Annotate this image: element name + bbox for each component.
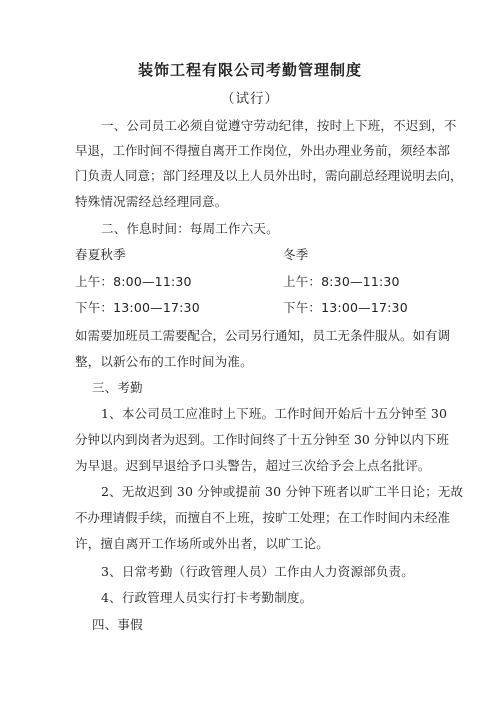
section2-note-line-2: 整，以新公布的工作时间为准。 — [75, 354, 253, 369]
section2-note-line-1: 如需要加班员工需要配合，公司另行通知，员工无条件服从。如有调 — [75, 328, 451, 343]
section3-item2-line-2: 不办理请假手续，而擅自不上班，按旷工处理；在工作时间内未经准 — [75, 510, 451, 525]
section3-item2-line-1: 2、无故迟到 30 分钟或提前 30 分钟下班者以旷工半日论；无故 — [101, 484, 464, 499]
section2-heading: 二、作息时间：每周工作六天。 — [101, 221, 279, 236]
section1-line-2: 早退，工作时间不得擅自离开工作岗位，外出办理业务前，须经本部 — [75, 143, 451, 158]
section3-item1-line-3: 为早退。迟到早退给予口头警告，超过三次给予会上点名批评。 — [75, 458, 431, 473]
schedule-right-morning: 上午：8:30—11:30 — [283, 274, 400, 289]
section3-item1-line-1: 1、本公司员工应准时上下班。工作时间开始后十五分钟至 30 — [101, 406, 448, 421]
section3-item3: 3、日常考勤（行政管理人员）工作由人力资源部负责。 — [101, 564, 414, 579]
section4-heading: 四、事假 — [92, 617, 143, 632]
schedule-right-afternoon: 下午：13:00—17:30 — [283, 300, 408, 315]
schedule-right-label: 冬季 — [283, 247, 309, 262]
section3-item4: 4、行政管理人员实行打卡考勤制度。 — [101, 590, 313, 605]
section1-line-4: 特殊情况需经总经理同意。 — [75, 194, 228, 209]
section3-item2-line-3: 许，擅自离开工作场所或外出者，以旷工论。 — [75, 536, 330, 551]
schedule-left-afternoon: 下午：13:00—17:30 — [75, 300, 200, 315]
schedule-left-morning: 上午：8:00—11:30 — [75, 274, 192, 289]
document-subtitle: （试行） — [221, 91, 279, 107]
section3-item1-line-2: 分钟以内到岗者为迟到。工作时间终了十五分钟至 30 分钟以内下班 — [75, 432, 449, 447]
document-title: 装饰工程有限公司考勤管理制度 — [137, 61, 362, 79]
schedule-left-label: 春夏秋季 — [75, 247, 126, 262]
section3-heading: 三、考勤 — [92, 380, 143, 395]
section1-line-1: 一、公司员工必须自觉遵守劳动纪律，按时上下班，不迟到，不 — [101, 118, 457, 133]
section1-line-3: 门负责人同意；部门经理及以上人员外出时，需向副总经理说明去向， — [75, 168, 463, 183]
